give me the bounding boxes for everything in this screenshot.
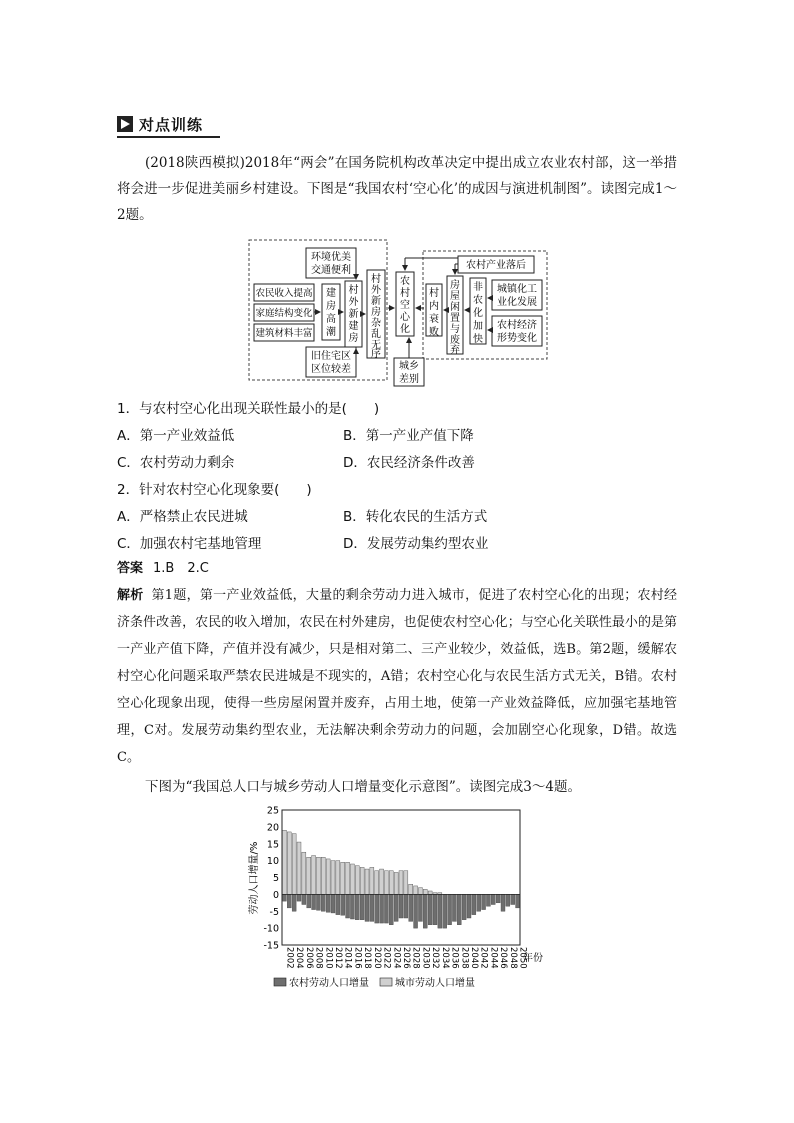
chart-intro-paragraph: 下图为“我国总人口与城乡劳动人口增量变化示意图”。读图完成3～4题。 [145, 779, 581, 795]
svg-text:村: 村 [371, 274, 381, 285]
bar-urban [316, 857, 320, 894]
bar-rural [423, 894, 427, 928]
legend-label-rural: 农村劳动人口增量 [289, 978, 369, 989]
bar-rural [414, 894, 418, 928]
bar-urban [302, 852, 306, 894]
bar-rural [312, 894, 316, 909]
svg-text:与: 与 [450, 324, 460, 335]
svg-text:无: 无 [371, 340, 381, 351]
bar-urban [331, 861, 335, 895]
x-tick-label: 2014 [342, 947, 353, 969]
box-old-residential [306, 347, 356, 377]
x-tick-label: 2048 [507, 947, 518, 969]
q2-option-d: D．发展劳动集约型农业 [343, 536, 489, 552]
box-income [254, 284, 314, 301]
chart-svg [244, 803, 564, 993]
x-tick-label: 2050 [517, 947, 528, 969]
bar-rural [331, 894, 335, 913]
bar-rural [282, 894, 286, 901]
box-family [254, 304, 314, 321]
bar-rural [321, 894, 325, 911]
bar-rural [389, 894, 393, 924]
bar-urban [418, 888, 422, 895]
bar-urban [326, 859, 330, 894]
y-tick-label: 25 [266, 805, 279, 817]
bar-urban [370, 867, 374, 894]
svg-text:内: 内 [429, 301, 439, 312]
x-tick-label: 2044 [488, 947, 499, 969]
bar-rural [409, 894, 413, 921]
bar-rural [506, 894, 510, 906]
analysis-label: 解析 [117, 588, 144, 603]
bar-urban [384, 871, 388, 895]
box-urban-rural-gap [394, 358, 424, 386]
svg-text:加: 加 [473, 321, 483, 332]
svg-text:败: 败 [429, 327, 439, 338]
bar-rural [491, 894, 495, 904]
y-tick-label: -5 [269, 906, 279, 918]
x-tick-label: 2046 [498, 947, 509, 969]
hollowing-mechanism-diagram [248, 238, 558, 388]
x-tick-label: 2030 [420, 947, 431, 969]
svg-text:心: 心 [400, 312, 410, 323]
bar-rural [467, 894, 471, 918]
analysis-paragraph [117, 582, 677, 771]
svg-text:乱: 乱 [371, 329, 381, 340]
svg-text:化: 化 [400, 324, 410, 335]
svg-text:形势变化: 形势变化 [497, 333, 537, 344]
q2-option-b: B．转化农民的生活方式 [343, 509, 488, 525]
answer-value: 1.B 2.C [153, 561, 209, 576]
q2-option-c: C．加强农村宅基地管理 [117, 536, 262, 552]
analysis-text: 第1题，第一产业效益低，大量的剩余劳动力进入城市，促进了农村空心化的出现；农村经济条件改善，农民的收入增加，农民在村外建房，也促使农村空心化；与空心化关联性最小的是第一产业产值下降，产值并没有减少，只是相对第二、三产业较少，效益低，选B。第2题，缓解农村空心化问题采取严禁农民进城是不现实的，A错；农村空心化与农民生活方式无关，B错。农村空心化现象出现，使得一些房屋闲置并废弃，占用土地，使第一产业效益降低，应加强宅基地管理，C对。发展劳动集约型农业，无法解决剩余劳动力的问题，会加剧空心化现象，D错。故选C。 [117, 588, 677, 765]
svg-text:农村经济: 农村经济 [497, 320, 537, 331]
chart-ylabel: 劳动人口增量/% [249, 841, 260, 915]
bar-urban [321, 857, 325, 894]
svg-text:废: 废 [450, 335, 460, 346]
svg-text:环境优美: 环境优美 [311, 252, 351, 263]
box-rural-industry-lag [458, 256, 534, 273]
svg-text:新: 新 [348, 309, 359, 320]
svg-text:建: 建 [326, 288, 336, 299]
bar-rural [428, 894, 432, 924]
bar-urban [307, 857, 311, 894]
bar-rural [511, 894, 515, 904]
svg-text:屋: 屋 [450, 291, 460, 302]
bar-rural [443, 894, 447, 928]
bar-urban [360, 867, 364, 894]
x-tick-label: 2038 [459, 947, 470, 969]
bar-urban [394, 872, 398, 894]
svg-text:交通便利: 交通便利 [311, 265, 351, 276]
legend-label-urban: 城市劳动人口增量 [395, 978, 475, 989]
x-tick-label: 2008 [313, 947, 324, 969]
y-tick-label: 10 [266, 856, 279, 868]
svg-text:旧住宅区: 旧住宅区 [311, 351, 351, 362]
box-disorder [367, 270, 385, 360]
svg-text:差别: 差别 [399, 374, 419, 385]
svg-text:农: 农 [400, 276, 410, 287]
box-environment [306, 248, 356, 278]
y-tick-label: 5 [272, 873, 279, 884]
bar-rural [370, 894, 374, 921]
bar-rural [501, 894, 505, 911]
legend-swatch-rural [274, 978, 286, 986]
answer-label: 答案 [117, 561, 144, 576]
bar-rural [336, 894, 340, 914]
svg-text:序: 序 [371, 349, 381, 360]
x-tick-label: 2040 [469, 947, 479, 969]
bar-urban [355, 866, 359, 895]
x-tick-label: 2032 [430, 947, 441, 969]
bar-urban [409, 884, 413, 894]
bar-rural [316, 894, 320, 910]
box-non-agri-acceleration [470, 278, 486, 345]
bar-rural [302, 894, 306, 904]
svg-text:空: 空 [400, 300, 410, 311]
svg-text:闲: 闲 [450, 302, 460, 313]
question-2-stem: 2．针对农村空心化现象要( ) [117, 482, 312, 498]
svg-text:业化发展: 业化发展 [497, 297, 537, 308]
y-tick-label: 20 [266, 822, 279, 834]
svg-text:置: 置 [450, 313, 460, 324]
bar-urban [282, 830, 286, 894]
y-tick-label: 0 [272, 889, 279, 901]
bar-rural [360, 894, 364, 919]
svg-text:房: 房 [450, 280, 460, 291]
x-tick-label: 2022 [381, 947, 392, 969]
x-tick-label: 2034 [439, 947, 450, 969]
q2-option-a: A．严格禁止农民进城 [117, 509, 248, 525]
bar-urban [428, 891, 432, 894]
bar-urban [312, 856, 316, 895]
bar-rural [292, 894, 296, 911]
bar-rural [399, 894, 403, 918]
bar-urban [292, 834, 296, 895]
bar-rural [307, 894, 311, 908]
bar-urban [389, 871, 393, 895]
svg-text:新: 新 [371, 296, 381, 307]
bar-urban [404, 871, 408, 895]
intro-paragraph: (2018陕西模拟)2018年“两会”在国务院机构改革决定中提出成立农业农村部，这一举措将会进一步促进美丽乡村建设。下图是“我国农村‘空心化’的成因与演进机制图”。读图完成1～2题。 [117, 155, 677, 223]
bar-rural [448, 894, 452, 924]
bar-urban [380, 869, 384, 894]
svg-text:村: 村 [400, 288, 410, 299]
bar-urban [423, 889, 427, 894]
bar-urban [375, 871, 379, 895]
svg-text:建: 建 [348, 321, 359, 332]
q1-option-d: D．农民经济条件改善 [343, 455, 475, 471]
x-tick-label: 2036 [449, 947, 460, 969]
bar-rural [287, 894, 291, 908]
svg-text:城乡: 城乡 [399, 361, 419, 372]
svg-text:城镇化工: 城镇化工 [497, 284, 537, 295]
x-tick-label: 2024 [391, 947, 402, 969]
x-tick-label: 2004 [294, 947, 305, 969]
bar-rural [404, 894, 408, 918]
svg-text:高: 高 [326, 314, 336, 325]
bar-rural [326, 894, 330, 912]
x-tick-label: 2012 [333, 947, 343, 969]
bar-rural [384, 894, 388, 923]
bar-rural [477, 894, 481, 911]
svg-text:房: 房 [326, 301, 336, 312]
box-building-boom [322, 284, 340, 340]
bar-rural [418, 894, 422, 921]
bar-urban [414, 886, 418, 894]
bar-rural [472, 894, 476, 914]
y-tick-label: 15 [266, 839, 279, 851]
box-rural-economy [492, 316, 542, 346]
bar-urban [350, 864, 354, 894]
svg-text:化: 化 [473, 308, 483, 319]
y-tick-label: -15 [263, 940, 279, 952]
bar-urban [287, 832, 291, 894]
bar-rural [297, 894, 301, 901]
bar-rural [433, 894, 437, 924]
svg-text:村: 村 [429, 288, 439, 299]
x-tick-label: 2026 [401, 947, 411, 969]
bar-rural [380, 894, 384, 923]
bar-rural [438, 894, 442, 928]
x-tick-label: 2006 [303, 947, 314, 969]
svg-text:弃: 弃 [450, 345, 460, 356]
bar-rural [355, 894, 359, 919]
box-urbanization [492, 280, 542, 310]
x-tick-label: 2042 [478, 947, 489, 969]
box-material [254, 324, 314, 341]
x-tick-label: 2002 [284, 947, 295, 969]
bar-urban [346, 862, 350, 894]
svg-text:农民收入提高: 农民收入提高 [255, 288, 313, 299]
svg-text:杂: 杂 [371, 318, 381, 329]
labor-population-chart [244, 803, 564, 993]
bar-rural [516, 894, 520, 908]
section-heading [117, 114, 220, 138]
x-tick-label: 2018 [362, 947, 373, 969]
bar-rural [341, 894, 345, 915]
svg-text:建筑材料丰富: 建筑材料丰富 [255, 328, 313, 339]
svg-text:区位较差: 区位较差 [311, 364, 351, 375]
bar-urban [399, 871, 403, 895]
box-rural-hollowing [396, 272, 414, 336]
chart-xlabel: 年份 [523, 953, 543, 964]
svg-text:农村产业落后: 农村产业落后 [466, 260, 526, 271]
x-tick-label: 2020 [371, 947, 382, 969]
q1-option-b: B．第一产业产值下降 [343, 428, 474, 444]
bar-rural [452, 894, 456, 921]
bar-rural [394, 894, 398, 921]
svg-text:潮: 潮 [326, 327, 336, 338]
svg-text:家庭结构变化: 家庭结构变化 [255, 308, 313, 319]
x-tick-label: 2010 [323, 947, 334, 969]
box-village-decline [426, 284, 442, 338]
svg-text:房: 房 [348, 333, 359, 344]
bar-rural [365, 894, 369, 921]
legend-swatch-urban [380, 978, 392, 986]
svg-text:村: 村 [348, 285, 359, 296]
section-title: 对点训练 [139, 116, 204, 134]
bar-rural [375, 894, 379, 923]
q1-option-c: C．农村劳动力剩余 [117, 455, 235, 471]
bar-rural [457, 894, 461, 924]
bar-rural [462, 894, 466, 919]
svg-text:房: 房 [371, 307, 381, 318]
q1-option-a: A．第一产业效益低 [117, 428, 235, 444]
bar-urban [341, 862, 345, 894]
play-icon [117, 116, 133, 132]
bar-rural [346, 894, 350, 918]
box-new-house [345, 281, 362, 347]
bar-rural [350, 894, 354, 919]
bar-urban [365, 869, 369, 894]
chart-legend [274, 976, 475, 989]
svg-text:快: 快 [473, 334, 483, 345]
answer-line [117, 557, 209, 576]
bar-rural [486, 894, 490, 906]
svg-text:农: 农 [473, 295, 483, 306]
x-tick-label: 2016 [352, 947, 363, 969]
y-tick-label: -10 [263, 923, 279, 935]
svg-text:外: 外 [371, 285, 381, 296]
svg-text:衰: 衰 [429, 314, 439, 325]
bar-urban [297, 842, 301, 894]
question-1-stem: 1．与农村空心化出现关联性最小的是( ) [117, 401, 380, 417]
bar-rural [482, 894, 486, 909]
bar-urban [336, 861, 340, 895]
box-idle-houses [447, 276, 463, 356]
svg-text:外: 外 [348, 297, 359, 308]
svg-text:非: 非 [473, 282, 483, 293]
x-tick-label: 2028 [410, 947, 421, 969]
bar-rural [496, 894, 500, 902]
